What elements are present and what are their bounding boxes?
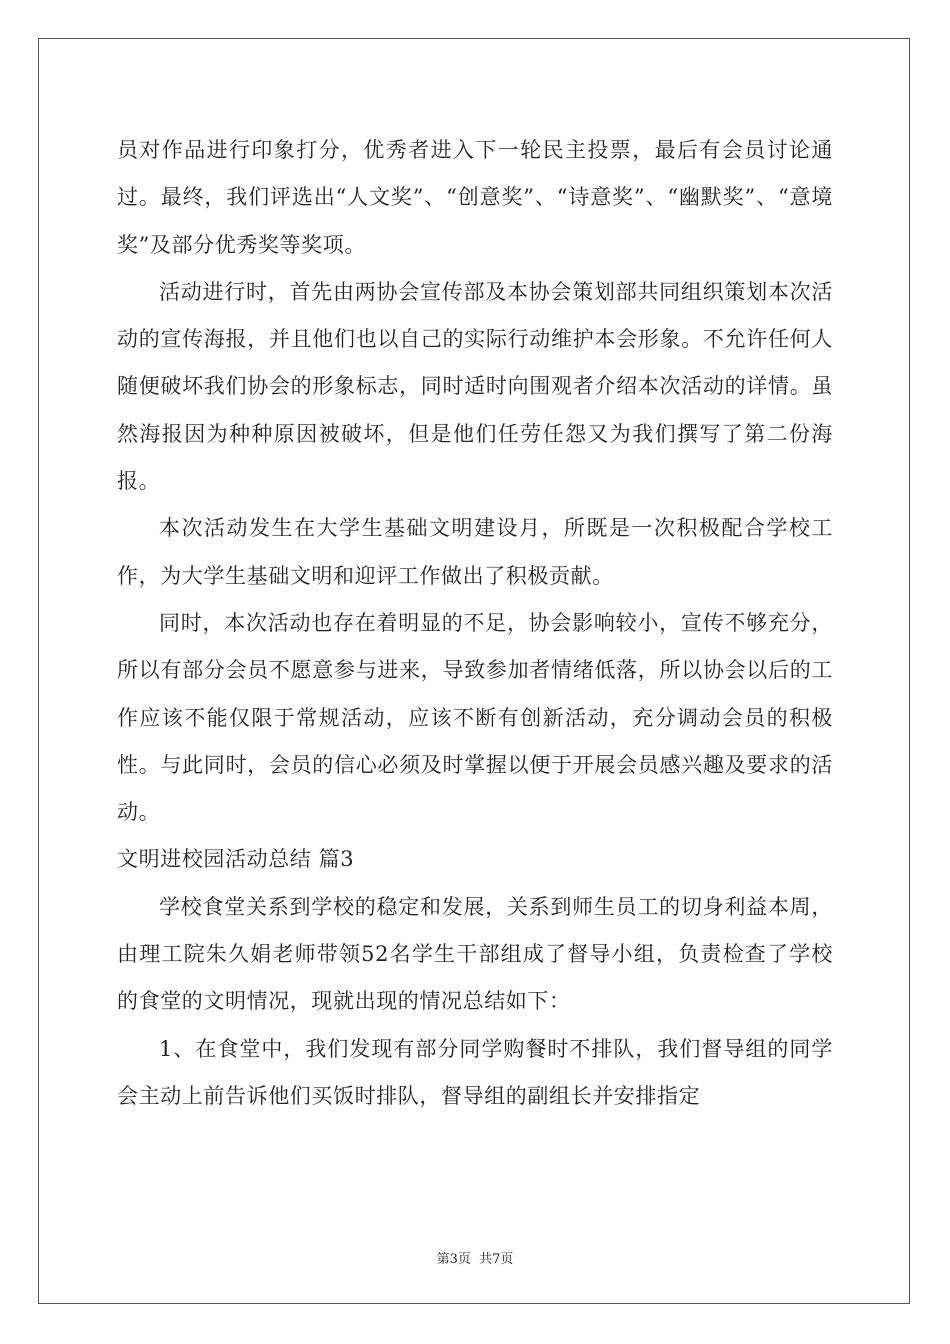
footer-total-pages: 7 — [492, 1252, 501, 1267]
paragraph-1: 员对作品进行印象打分，优秀者进入下一轮民主投票，最后有会员讨论通过。最终，我们评选出“人文奖”、“创意奖”、“诗意奖”、“幽默奖”、“意境奖”及部分优秀奖等奖项。 — [117, 138, 833, 257]
footer-prefix: 第 — [436, 1252, 450, 1267]
section-heading: 文明进校园活动总结 篇3 — [117, 847, 355, 872]
document-body — [117, 127, 833, 1120]
section-paragraph-2: 1、在食堂中，我们发现有部分同学购餐时不排队，我们督导组的同学会主动上前告诉他们买饭时排队，督导组的副组长并安排指定 — [117, 1036, 833, 1108]
footer-mid: 页 共 — [457, 1252, 493, 1267]
footer-suffix: 页 — [500, 1252, 514, 1267]
paragraph-3: 本次活动发生在大学生基础文明建设月，所既是一次积极配合学校工作，为大学生基础文明和迎评工作做出了积极贡献。 — [117, 516, 833, 588]
page-footer — [0, 1248, 950, 1267]
paragraph-4: 同时，本次活动也存在着明显的不足，协会影响较小，宣传不够充分，所以有部分会员不愿意参与进来，导致参加者情绪低落，所以协会以后的工作应该不能仅限于常规活动，应该不断有创新活动，充分调动会员的积极性。与此同时，会员的信心必须及时掌握以便于开展会员感兴趣及要求的活动。 — [117, 610, 833, 825]
section-paragraph-1: 学校食堂关系到学校的稳定和发展，关系到师生员工的切身利益本周，由理工院朱久娟老师带领52名学生干部组成了督导小组，负责检查了学校的食堂的文明情况，现就出现的情况总结如下： — [117, 894, 833, 1014]
footer-current-page: 3 — [449, 1252, 458, 1267]
paragraph-2: 活动进行时，首先由两协会宣传部及本协会策划部共同组织策划本次活动的宣传海报，并且他们也以自己的实际行动维护本会形象。不允许任何人随便破坏我们协会的形象标志，同时适时向围观者介绍本次活动的详情。虽然海报因为种种原因被破坏，但是他们任劳任怨又为我们撰写了第二份海报。 — [117, 279, 833, 494]
